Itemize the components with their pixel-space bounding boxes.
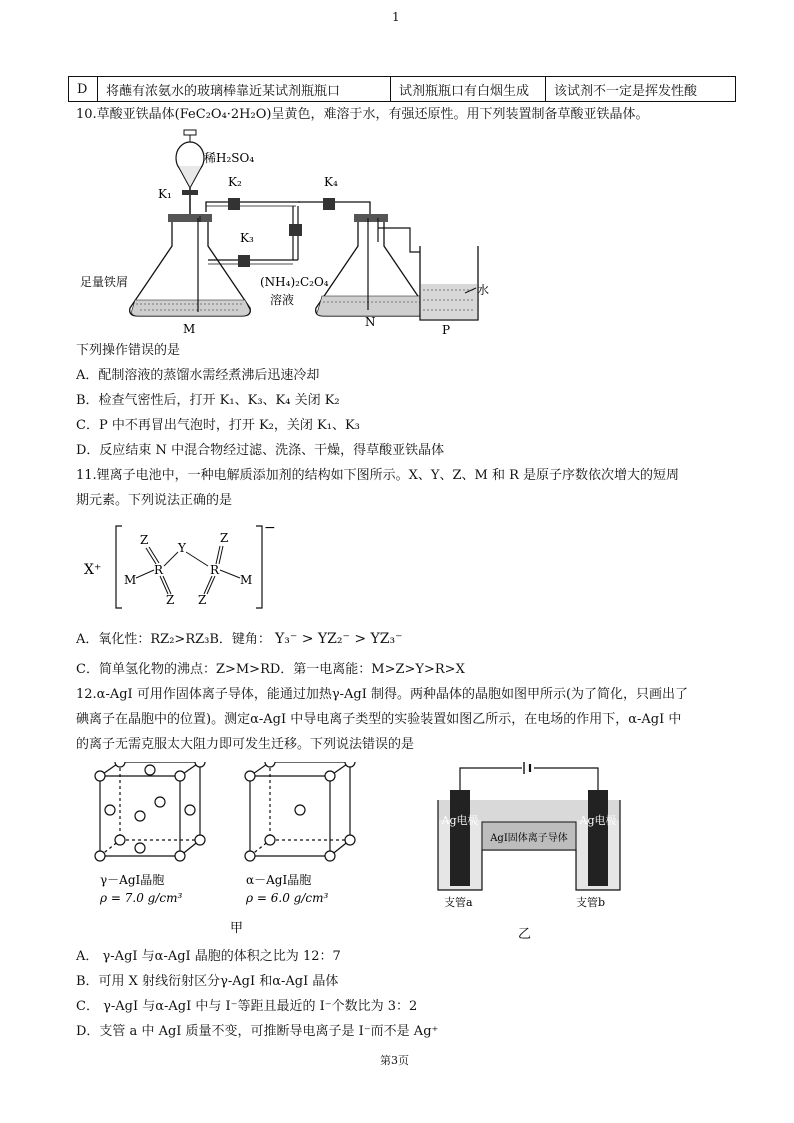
q12-stem-1: 12.α-AgI 可用作固体离子导体，能通过加热γ-AgI 制得。两种晶体的晶胞如图甲所示(为了简化，只画出了 xyxy=(76,687,689,702)
electrode-left-label xyxy=(441,813,479,827)
gamma-cell-label: γ－AgI晶胞 xyxy=(100,873,165,887)
q11-option-a-b xyxy=(76,630,403,649)
k2-label: K₂ xyxy=(228,175,242,189)
q11-stem-2: 期元素。下列说法正确的是 xyxy=(76,493,233,508)
q10-option-d: D．反应结束 N 中混合物经过滤、洗涤、干燥，得草酸亚铁晶体 xyxy=(76,443,445,458)
tube-a-label: 支管a xyxy=(444,896,473,909)
water-label: 水 xyxy=(477,283,490,297)
solution-label-1: (NH₄)₂C₂O₄ xyxy=(260,275,329,289)
q11-option-a-text: A．氧化性：RZ₂>RZ₃B．键角： xyxy=(76,632,271,647)
q12-stem-3: 的离子无需克服太大阻力即可发生迁移。下列说法错误的是 xyxy=(76,737,415,752)
flask-m-label: M xyxy=(183,322,196,336)
k3-label: K₃ xyxy=(240,231,254,245)
electrode-right-text: Ag电极 xyxy=(579,814,617,827)
conductor-label: AgI固体离子导体 xyxy=(490,833,568,844)
k4-label: K₄ xyxy=(324,175,338,189)
table-cell-conclusion: 该试剂不一定是挥发性酸 xyxy=(546,77,736,102)
atom-z-3: Z xyxy=(166,593,175,607)
page-number-top: 1 xyxy=(392,10,400,24)
electrode-right-label xyxy=(579,813,617,827)
q12-option-c: C． γ-AgI 与α-AgI 中与 I⁻等距且最近的 I⁻个数比为 3：2 xyxy=(76,999,418,1014)
flask-n-label: N xyxy=(365,315,376,329)
q10-option-c: C．P 中不再冒出气泡时，打开 K₂，关闭 K₁、K₃ xyxy=(76,418,360,433)
atom-m-2: M xyxy=(240,573,253,587)
answer-table-row xyxy=(68,76,736,102)
q10-stem: 10.草酸亚铁晶体(FeC₂O₄·2H₂O)呈黄色，难溶于水，有强还原性。用下列装置制备草酸亚铁晶体。 xyxy=(76,107,649,122)
q12-figure-yi xyxy=(430,762,630,942)
q12-option-a: A． γ-AgI 与α-AgI 晶胞的体积之比为 12：7 xyxy=(76,949,341,964)
figure-jia-caption: 甲 xyxy=(230,921,244,936)
q10-option-a: A．配制溶液的蒸馏水需经煮沸后迅速冷却 xyxy=(76,368,320,383)
q10-apparatus-figure xyxy=(80,128,500,338)
q12-option-d: D．支管 a 中 AgI 质量不变，可推断导电离子是 I⁻而不是 Ag⁺ xyxy=(76,1024,439,1039)
table-cell-operation: 将蘸有浓氨水的玻璃棒靠近某试剂瓶瓶口 xyxy=(98,77,391,102)
figure-yi-caption: 乙 xyxy=(518,927,532,942)
q12-stem-2: 碘离子在晶胞中的位置)。测定α-AgI 中导电离子类型的实验装置如图乙所示，在电场的作用下，α-AgI 中 xyxy=(76,712,682,727)
page-footer: 第3页 xyxy=(380,1054,409,1067)
gamma-density: ρ = 7.0 g/cm³ xyxy=(100,891,183,905)
table-cell-option: D xyxy=(69,77,98,102)
alpha-cell-label: α－AgI晶胞 xyxy=(246,873,312,887)
alpha-density: ρ = 6.0 g/cm³ xyxy=(246,891,329,905)
atom-y: Y xyxy=(178,541,186,555)
q11-bond-angle-formula: Y₃⁻ > YZ₂⁻ > YZ₃⁻ xyxy=(275,631,403,647)
table-cell-phenomenon: 试剂瓶瓶口有白烟生成 xyxy=(391,77,546,102)
atom-z-2: Z xyxy=(220,531,229,545)
beaker-p-label: P xyxy=(442,323,451,337)
atom-z-1: Z xyxy=(140,533,149,547)
iron-label: 足量铁屑 xyxy=(80,275,129,289)
q11-stem-1: 11.锂离子电池中，一种电解质添加剂的结构如下图所示。X、Y、Z、M 和 R 是原子序数依次增大的短周 xyxy=(76,468,680,483)
alpha-cell xyxy=(245,762,355,861)
cation-x: X⁺ xyxy=(84,562,102,578)
solution-label-2: 溶液 xyxy=(270,293,295,307)
q10-prompt: 下列操作错误的是 xyxy=(76,343,181,358)
q11-option-c-d: C．简单氢化物的沸点：Z>M>RD．第一电离能：M>Z>Y>R>X xyxy=(76,662,465,677)
q12-figure-jia xyxy=(86,762,386,942)
q10-option-b: B．检查气密性后，打开 K₁、K₃、K₄ 关闭 K₂ xyxy=(76,393,340,408)
anion-charge: − xyxy=(264,520,276,536)
tube-b-label: 支管b xyxy=(576,896,606,909)
acid-label: 稀H₂SO₄ xyxy=(204,151,255,165)
atom-m-1: M xyxy=(124,573,137,587)
atom-r-1: R xyxy=(154,563,164,577)
q11-structure-figure xyxy=(80,518,300,618)
q12-option-b: B．可用 X 射线衍射区分γ-AgI 和α-AgI 晶体 xyxy=(76,974,339,989)
gamma-cell xyxy=(95,762,205,861)
atom-z-4: Z xyxy=(198,593,207,607)
atom-r-2: R xyxy=(210,563,220,577)
k1-label: K₁ xyxy=(158,187,172,201)
electrode-left-text: Ag电极 xyxy=(441,814,479,827)
